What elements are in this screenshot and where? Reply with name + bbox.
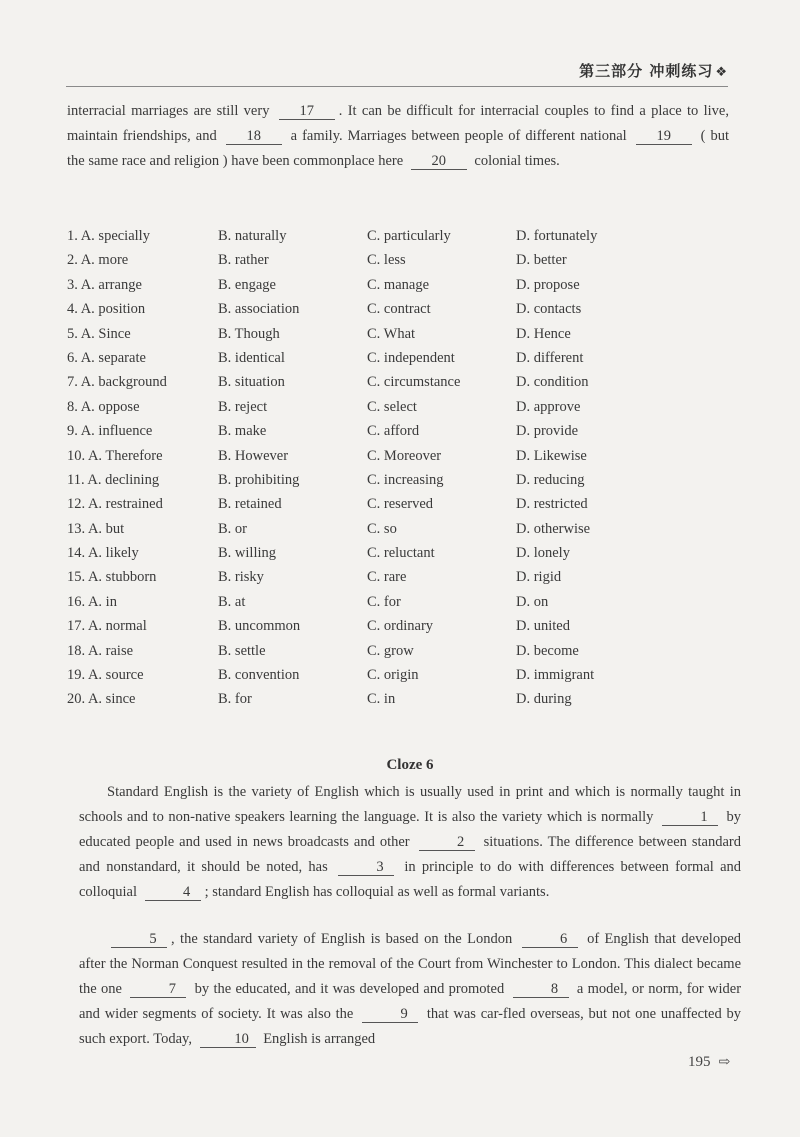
option-b: B. willing	[218, 545, 277, 562]
answer-options	[67, 224, 667, 712]
option-c: C. grow	[367, 642, 414, 659]
option-row	[67, 322, 667, 346]
option-b: B. association	[218, 301, 300, 318]
option-b: B. naturally	[218, 228, 287, 244]
option-c: C. rare	[367, 569, 407, 586]
option-row	[67, 614, 667, 638]
option-b: B. rather	[218, 252, 269, 269]
option-a: 18. A. raise	[67, 642, 134, 659]
option-a: 6. A. separate	[67, 349, 146, 366]
blank-10: 10	[200, 1031, 256, 1048]
option-d: D. otherwise	[516, 520, 591, 537]
option-a: 5. A. Since	[67, 325, 131, 342]
blank-20: 20	[411, 153, 467, 170]
option-row	[67, 468, 667, 492]
option-d: D. immigrant	[516, 667, 595, 684]
option-b: B. prohibiting	[218, 471, 300, 488]
option-a: 17. A. normal	[67, 618, 147, 635]
option-c: C. afford	[367, 423, 420, 440]
option-b: B. at	[218, 593, 246, 610]
option-d: D. during	[516, 691, 572, 708]
option-d: D. condition	[516, 374, 589, 391]
option-d: D. Hence	[516, 325, 571, 342]
option-a: 20. A. since	[67, 691, 136, 708]
option-d: D. propose	[516, 276, 580, 293]
option-c: C. independent	[367, 349, 455, 366]
option-row	[67, 541, 667, 565]
option-c: C. increasing	[367, 471, 444, 488]
option-b: B. identical	[218, 349, 285, 366]
blank-5: 5	[111, 931, 167, 948]
option-b: B. However	[218, 447, 289, 464]
option-a: 1. A. specially	[67, 228, 150, 244]
option-row	[67, 565, 667, 589]
option-a: 9. A. influence	[67, 423, 153, 440]
option-d: D. different	[516, 349, 584, 366]
option-a: 15. A. stubborn	[67, 569, 157, 586]
option-d: D. Likewise	[516, 447, 587, 464]
option-d: D. on	[516, 593, 549, 610]
blank-2: 2	[419, 834, 475, 851]
option-c: C. in	[367, 691, 396, 708]
option-b: B. reject	[218, 398, 268, 415]
cloze-title: Cloze 6	[386, 757, 434, 773]
option-a: 7. A. background	[67, 374, 167, 391]
next-arrow-icon: ⇨	[718, 1055, 731, 1070]
option-a: 16. A. in	[67, 593, 117, 610]
option-d: D. become	[516, 642, 579, 659]
option-row	[67, 687, 667, 711]
option-row	[67, 297, 667, 321]
option-d: D. united	[516, 618, 570, 635]
passage-continuation: interracial marriages are still very 17 . It can be difficult for interracial couples to find a place to live, maintain friendships, and 18 a family. Marriages between people of different national 19 ( but the same race and religion ) have been commonplace here 20 colonial times.	[67, 103, 730, 169]
option-a: 11. A. declining	[67, 471, 160, 488]
option-a: 3. A. arrange	[67, 276, 142, 293]
option-row	[67, 639, 667, 663]
option-b: B. risky	[218, 569, 264, 586]
option-c: C. contract	[367, 301, 431, 318]
option-c: C. so	[367, 520, 397, 537]
option-c: C. What	[367, 325, 416, 342]
option-row	[67, 444, 667, 468]
option-c: C. reserved	[367, 496, 434, 513]
blank-3: 3	[338, 859, 394, 876]
blank-17: 17	[279, 103, 335, 120]
option-row	[67, 273, 667, 297]
option-b: B. Though	[218, 325, 280, 342]
option-row	[67, 492, 667, 516]
blank-1: 1	[662, 809, 718, 826]
cloze-paragraph-2: 5 , the standard variety of English is based on the London 6 of English that developed after the Norman Conquest resulted in the removal of the Court from Winchester to London. This dialect became the one 7 by the educated, and it was developed and promoted 8 a model, or norm, for wider and wider segments of society. It was also the 9 that was car-fled overseas, but not one unaffected by such export. Today, 10 English is arranged	[79, 931, 742, 1047]
option-c: C. less	[367, 252, 406, 269]
blank-6: 6	[522, 931, 578, 948]
blank-8: 8	[513, 981, 569, 998]
option-a: 12. A. restrained	[67, 496, 163, 513]
option-d: D. reducing	[516, 471, 585, 488]
option-d: D. better	[516, 252, 567, 269]
option-row	[67, 663, 667, 687]
option-a: 10. A. Therefore	[67, 447, 163, 464]
option-d: D. rigid	[516, 569, 562, 586]
blank-18: 18	[226, 128, 282, 145]
page-header	[66, 52, 728, 87]
option-b: B. make	[218, 423, 267, 440]
option-c: C. manage	[367, 276, 430, 293]
option-row	[67, 590, 667, 614]
blank-4: 4	[145, 884, 201, 901]
option-a: 13. A. but	[67, 520, 125, 537]
option-row	[67, 419, 667, 443]
option-c: C. origin	[367, 667, 419, 684]
diamond-icon: ❖	[715, 65, 728, 80]
option-b: B. uncommon	[218, 618, 301, 635]
option-row	[67, 346, 667, 370]
option-a: 8. A. oppose	[67, 398, 140, 415]
option-a: 4. A. position	[67, 301, 146, 318]
option-c: C. Moreover	[367, 447, 442, 464]
option-d: D. restricted	[516, 496, 588, 513]
option-row	[67, 395, 667, 419]
option-c: C. select	[367, 398, 417, 415]
option-a: 19. A. source	[67, 667, 144, 684]
blank-19: 19	[636, 128, 692, 145]
page-number: 195 ⇨	[688, 1054, 731, 1070]
option-b: B. retained	[218, 496, 282, 513]
option-b: B. situation	[218, 374, 285, 391]
option-c: C. reluctant	[367, 545, 435, 562]
option-row	[67, 370, 667, 394]
blank-7: 7	[130, 981, 186, 998]
option-d: D. fortunately	[516, 228, 598, 244]
blank-9: 9	[362, 1006, 418, 1023]
cloze-paragraph-1: Standard English is the variety of English which is usually used in print and which is normally taught in schools and to non-native speakers learning the language. It is also the variety which is normally 1 by educated people and used in news broadcasts and other 2 situations. The difference between standard and nonstandard, it should be noted, has 3 in principle to do with differences between formal and colloquial 4 ; standard English has colloquial as well as formal variants.	[79, 784, 742, 900]
option-a: 14. A. likely	[67, 545, 139, 562]
option-d: D. provide	[516, 423, 579, 440]
option-d: D. contacts	[516, 301, 582, 318]
option-b: B. for	[218, 691, 252, 708]
option-b: B. engage	[218, 276, 276, 293]
option-d: D. lonely	[516, 545, 570, 562]
option-row	[67, 517, 667, 541]
option-b: B. convention	[218, 667, 300, 684]
option-c: C. for	[367, 593, 401, 610]
option-b: B. or	[218, 520, 247, 537]
section-title: 第三部分 冲刺练习 ❖	[579, 62, 728, 80]
option-c: C. circumstance	[367, 374, 461, 391]
option-row	[67, 224, 667, 248]
option-b: B. settle	[218, 642, 266, 659]
option-d: D. approve	[516, 398, 581, 415]
option-c: C. ordinary	[367, 618, 434, 635]
option-row	[67, 248, 667, 272]
option-a: 2. A. more	[67, 252, 129, 269]
option-c: C. particularly	[367, 228, 451, 244]
